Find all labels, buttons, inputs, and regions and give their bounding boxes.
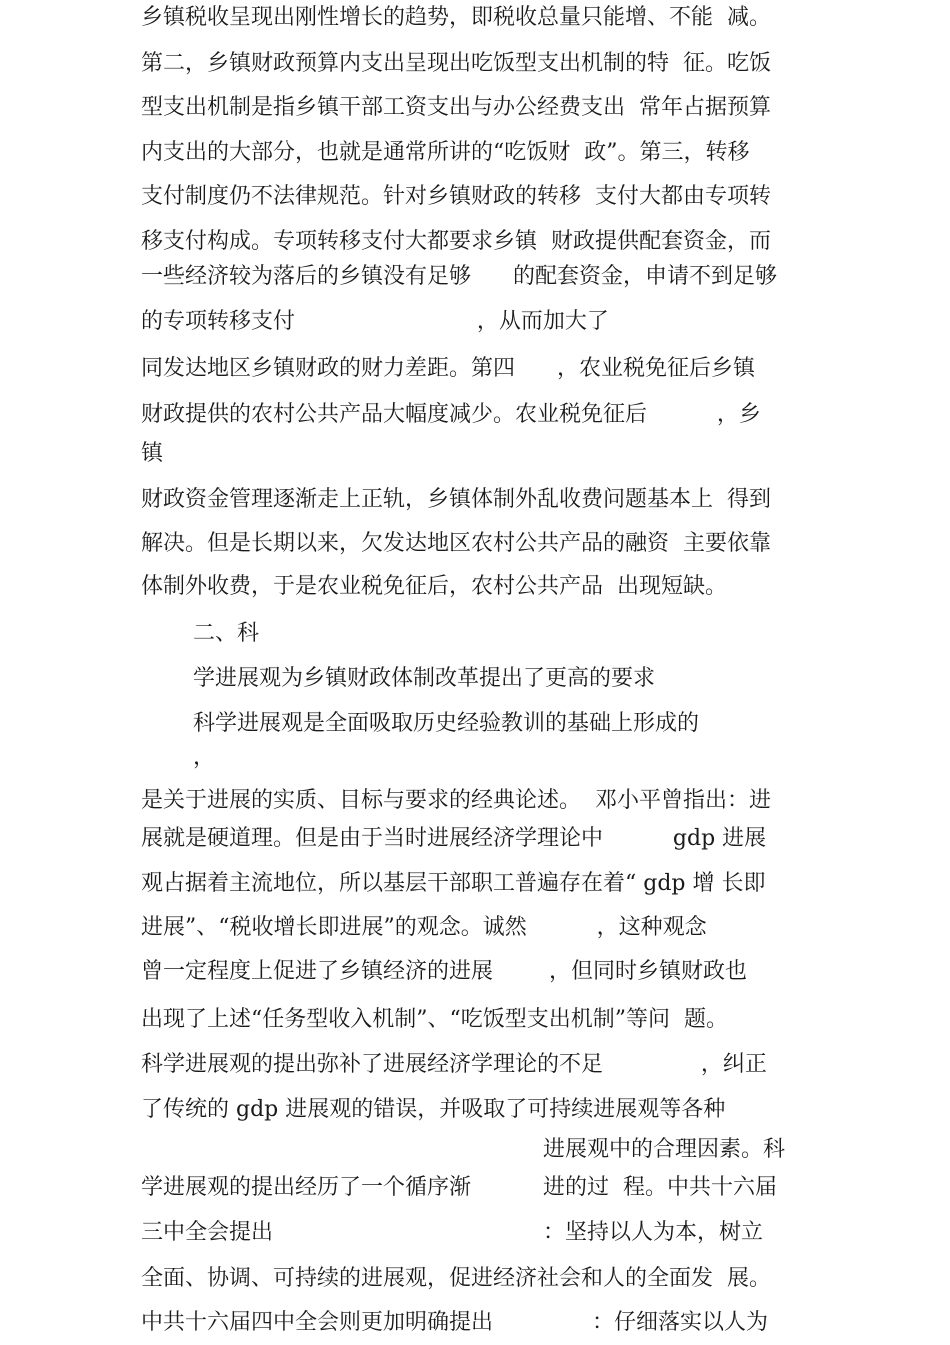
text-line: 了传统的 gdp 进展观的错误，并吸取了可持续进展观等各种 [141,1097,726,1122]
text-line: 中共十六届四中全会则更加明确提出 [141,1310,494,1335]
text-line: ：坚持以人为本，树立 [543,1220,764,1245]
text-line: 出现了上述“任务型收入机制”、“吃饭型支出机制”等问 题。 [141,1007,728,1032]
text-line: ， [193,745,216,770]
text-line: 财政提供的农村公共产品大幅度减少。农业税免征后 ，乡 [141,402,761,427]
text-line: 进的过 程。中共十六届 [543,1175,777,1200]
text-line: 观占据着主流地位，所以基层干部职工普遍存在着“ gdp 增 长即 [141,871,766,896]
text-line: 财政资金管理逐渐走上正轨，乡镇体制外乱收费问题基本上 得到 [141,487,771,512]
text-line: 进展观中的合理因素。科 [543,1137,786,1162]
text-line: 曾一定程度上促进了乡镇经济的进展 ，但同时乡镇财政也 [141,959,747,984]
section-heading: 学进展观为乡镇财政体制改革提出了更高的要求 [193,666,656,691]
text-line: 体制外收费，于是农业税免征后，农村公共产品 出现短缺。 [141,574,727,599]
text-line: 第二，乡镇财政预算内支出呈现出吃饭型支出机制的特 征。吃饭 [141,51,771,76]
text-line: 是关于进展的实质、目标与要求的经典论述。 邓小平曾指出：进 [141,788,771,813]
text-line: 学进展观的提出经历了一个循序渐 [141,1175,472,1200]
text-line: 支付制度仍不法律规范。针对乡镇财政的转移 支付大都由专项转 [141,184,771,209]
text-line: 移支付构成。专项转移支付大都要求乡镇 财政提供配套资金，而 [141,229,771,254]
section-heading: 二、科 [193,621,260,646]
text-line: 乡镇税收呈现出刚性增长的趋势，即税收总量只能增、不能 减。 [141,5,771,30]
text-line: 内支出的大部分，也就是通常所讲的“吃饭财 政”。第三，转移 [141,140,750,165]
text-line: 型支出机制是指乡镇干部工资支出与办公经费支出 常年占据预算 [141,95,771,120]
text-line: 的专项转移支付 ，从而加大了 [141,309,609,334]
text-line: ：仔细落实以人为 [592,1310,769,1335]
text-line: 科学进展观是全面吸取历史经验教训的基础上形成的 [193,711,700,736]
text-line: 解决。但是长期以来，欠发达地区农村公共产品的融资 主要依靠 [141,531,771,556]
text-line: 全面、协调、可持续的进展观，促进经济社会和人的全面发 展。 [141,1266,771,1291]
text-line: 进展”、“税收增长即进展”的观念。诚然 ，这种观念 [141,915,707,940]
text-line: 展就是硬道理。但是由于当时进展经济学理论中 gdp 进展 [141,826,767,851]
text-line: 同发达地区乡镇财政的财力差距。第四 ，农业税免征后乡镇 [141,356,755,381]
text-line: 三中全会提出 [141,1220,274,1245]
text-line: 科学进展观的提出弥补了进展经济学理论的不足 ，纠正 [141,1052,767,1077]
text-line: 镇 [141,441,164,466]
text-line: 一些经济较为落后的乡镇没有足够 的配套资金，申请不到足够 [141,264,777,289]
